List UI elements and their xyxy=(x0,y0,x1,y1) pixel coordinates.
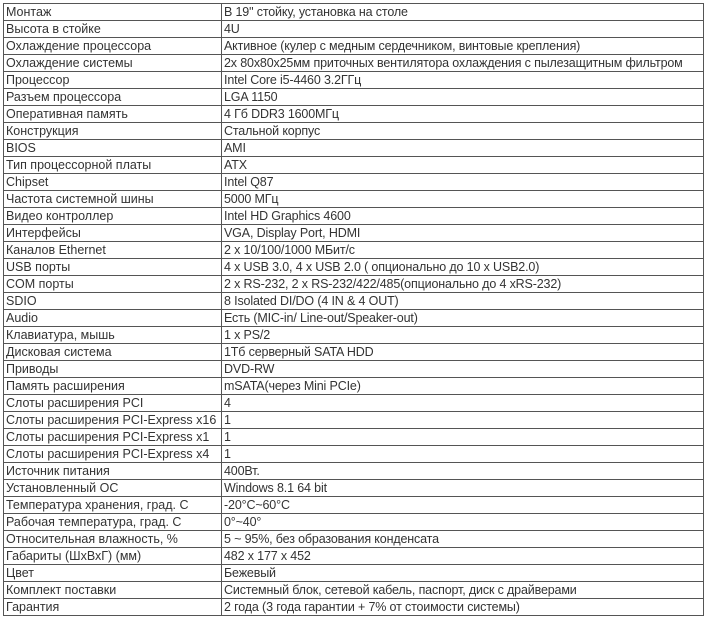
spec-label: Частота системной шины xyxy=(4,191,222,208)
spec-label: Гарантия xyxy=(4,599,222,616)
spec-label: Слоты расширения PCI-Express x16 xyxy=(4,412,222,429)
spec-label: Видео контроллер xyxy=(4,208,222,225)
spec-value: Windows 8.1 64 bit xyxy=(222,480,704,497)
spec-row xyxy=(4,4,704,21)
spec-label: Охлаждение системы xyxy=(4,55,222,72)
spec-row xyxy=(4,548,704,565)
spec-label: Разъем процессора xyxy=(4,89,222,106)
spec-label: Клавиатура, мышь xyxy=(4,327,222,344)
spec-value: Стальной корпус xyxy=(222,123,704,140)
spec-row xyxy=(4,378,704,395)
spec-value: AMI xyxy=(222,140,704,157)
spec-value: Intel Q87 xyxy=(222,174,704,191)
spec-row xyxy=(4,463,704,480)
spec-row xyxy=(4,225,704,242)
spec-row xyxy=(4,429,704,446)
spec-label: Процессор xyxy=(4,72,222,89)
spec-value: В 19" стойку, установка на столе xyxy=(222,4,704,21)
spec-value: 5000 МГц xyxy=(222,191,704,208)
spec-value: 2 года (3 года гарантии + 7% от стоимости системы) xyxy=(222,599,704,616)
spec-value: LGA 1150 xyxy=(222,89,704,106)
spec-row xyxy=(4,157,704,174)
spec-label: COM порты xyxy=(4,276,222,293)
spec-value: 4 x USB 3.0, 4 x USB 2.0 ( опционально до 10 x USB2.0) xyxy=(222,259,704,276)
spec-label: Chipset xyxy=(4,174,222,191)
spec-label: Каналов Ethernet xyxy=(4,242,222,259)
spec-row xyxy=(4,276,704,293)
spec-row xyxy=(4,565,704,582)
spec-value: 4 Гб DDR3 1600МГц xyxy=(222,106,704,123)
spec-row xyxy=(4,582,704,599)
spec-value: Intel HD Graphics 4600 xyxy=(222,208,704,225)
spec-row xyxy=(4,123,704,140)
spec-value: 8 Isolated DI/DO (4 IN & 4 OUT) xyxy=(222,293,704,310)
spec-value: 400Вт. xyxy=(222,463,704,480)
spec-value: 482 x 177 x 452 xyxy=(222,548,704,565)
spec-label: Относительная влажность, % xyxy=(4,531,222,548)
spec-row xyxy=(4,191,704,208)
spec-label: SDIO xyxy=(4,293,222,310)
spec-row xyxy=(4,531,704,548)
spec-label: Температура хранения, град. С xyxy=(4,497,222,514)
spec-value: Есть (MIC-in/ Line-out/Speaker-out) xyxy=(222,310,704,327)
spec-row xyxy=(4,259,704,276)
spec-value: 1 xyxy=(222,446,704,463)
spec-value: 5 ~ 95%, без образования конденсата xyxy=(222,531,704,548)
spec-value: ATX xyxy=(222,157,704,174)
spec-value: mSATA(через Mini PCIe) xyxy=(222,378,704,395)
spec-row xyxy=(4,412,704,429)
spec-row xyxy=(4,599,704,616)
spec-label: Источник питания xyxy=(4,463,222,480)
spec-row xyxy=(4,174,704,191)
spec-value: 1 x PS/2 xyxy=(222,327,704,344)
spec-label: Рабочая температура, град. С xyxy=(4,514,222,531)
spec-value: 2 x RS-232, 2 x RS-232/422/485(опционально до 4 xRS-232) xyxy=(222,276,704,293)
spec-row xyxy=(4,514,704,531)
spec-label: Установленный ОС xyxy=(4,480,222,497)
spec-label: Дисковая система xyxy=(4,344,222,361)
spec-label: Комплект поставки xyxy=(4,582,222,599)
spec-value: 1Тб серверный SATA HDD xyxy=(222,344,704,361)
spec-label: Слоты расширения PCI-Express x4 xyxy=(4,446,222,463)
spec-row xyxy=(4,446,704,463)
spec-row xyxy=(4,327,704,344)
spec-label: Приводы xyxy=(4,361,222,378)
spec-row xyxy=(4,21,704,38)
spec-value: VGA, Display Port, HDMI xyxy=(222,225,704,242)
spec-label: Монтаж xyxy=(4,4,222,21)
spec-table xyxy=(3,3,704,616)
spec-row xyxy=(4,242,704,259)
spec-value: Активное (кулер с медным сердечником, винтовые крепления) xyxy=(222,38,704,55)
spec-row xyxy=(4,310,704,327)
spec-value: 4 xyxy=(222,395,704,412)
spec-value: Системный блок, сетевой кабель, паспорт, диск с драйверами xyxy=(222,582,704,599)
spec-table-body xyxy=(4,4,704,616)
spec-label: Память расширения xyxy=(4,378,222,395)
spec-row xyxy=(4,38,704,55)
spec-row xyxy=(4,106,704,123)
spec-label: Слоты расширения PCI xyxy=(4,395,222,412)
spec-label: Габариты (ШхВхГ) (мм) xyxy=(4,548,222,565)
spec-label: Audio xyxy=(4,310,222,327)
spec-value: 4U xyxy=(222,21,704,38)
spec-value: 0°~40° xyxy=(222,514,704,531)
spec-label: Слоты расширения PCI-Express x1 xyxy=(4,429,222,446)
spec-value: 2x 80x80x25мм приточных вентилятора охлаждения с пылезащитным фильтром xyxy=(222,55,704,72)
spec-label: Цвет xyxy=(4,565,222,582)
spec-label: Интерфейсы xyxy=(4,225,222,242)
spec-row xyxy=(4,55,704,72)
spec-row xyxy=(4,344,704,361)
spec-value: -20°C~60°C xyxy=(222,497,704,514)
spec-value: 2 x 10/100/1000 МБит/с xyxy=(222,242,704,259)
spec-value: 1 xyxy=(222,412,704,429)
spec-value: Бежевый xyxy=(222,565,704,582)
spec-value: Intel Core i5-4460 3.2ГГц xyxy=(222,72,704,89)
spec-row xyxy=(4,293,704,310)
spec-label: BIOS xyxy=(4,140,222,157)
spec-value: DVD-RW xyxy=(222,361,704,378)
spec-label: Оперативная память xyxy=(4,106,222,123)
spec-value: 1 xyxy=(222,429,704,446)
spec-row xyxy=(4,395,704,412)
spec-row xyxy=(4,89,704,106)
spec-row xyxy=(4,140,704,157)
spec-label: Охлаждение процессора xyxy=(4,38,222,55)
spec-label: Конструкция xyxy=(4,123,222,140)
spec-row xyxy=(4,72,704,89)
spec-label: USB порты xyxy=(4,259,222,276)
spec-row xyxy=(4,480,704,497)
spec-label: Тип процессорной платы xyxy=(4,157,222,174)
spec-label: Высота в стойке xyxy=(4,21,222,38)
spec-row xyxy=(4,361,704,378)
spec-row xyxy=(4,208,704,225)
spec-row xyxy=(4,497,704,514)
